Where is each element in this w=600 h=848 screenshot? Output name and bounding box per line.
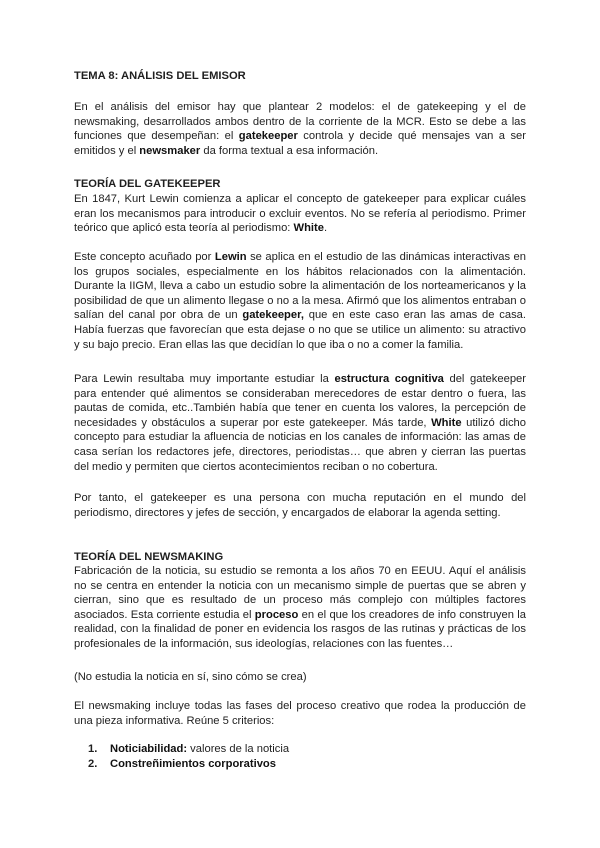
intro-paragraph: En el análisis del emisor hay que plantear 2 modelos: el de gatekeeping y el de newsmaking, desarrollados ambos dentro de la corriente de la MCR. Esto se debe a las funciones que desempeñan: el gatekeeper controla y decide qué mensajes van a ser emitidos y el newsmaker da forma textual a esa información. — [74, 101, 527, 157]
list-item — [88, 742, 289, 757]
newsmaking-paragraph-3: El newsmaking incluye todas las fases del proceso creativo que rodea la producción de una pieza informativa. Reúne 5 criterios: — [74, 700, 526, 727]
gatekeeper-paragraph-3: Para Lewin resultaba muy importante estudiar la estructura cognitiva del gatekeeper para entender qué alimentos se consideraban merecedores de estar dentro o fuera, las pautas de comida, etc..También había que tener en cuenta los valores, la percepción de necesidades y obstáculos a superar por este gatekeeper. Más tarde, White utilizó dicho concepto para estudiar la afluencia de noticias en los canales de información: las amas de casa serían los redactores jefe, directores, periodistas… que abren y cierran las puertas del medio y permiten que ciertos acontecimientos reciban o no cobertura. — [74, 373, 526, 473]
criteria-description: valores de la noticia — [187, 743, 290, 755]
gatekeeper-heading: TEORÍA DEL GATEKEEPER — [74, 178, 221, 190]
criteria-list — [88, 742, 289, 772]
gatekeeper-paragraph-4: Por tanto, el gatekeeper es una persona con mucha reputación en el mundo del periodismo, directores y jefes de sección, y encargados de elaborar la agenda setting. — [74, 492, 526, 519]
newsmaking-heading: TEORÍA DEL NEWSMAKING — [74, 551, 224, 563]
list-number: 1. — [88, 743, 98, 755]
newsmaking-note: (No estudia la noticia en sí, sino cómo se crea) — [74, 671, 307, 683]
list-number: 2. — [88, 758, 98, 770]
criteria-term: Noticiabilidad: — [110, 743, 188, 755]
list-item — [88, 757, 289, 772]
criteria-term: Constreñimientos corporativos — [110, 758, 276, 770]
gatekeeper-paragraph-2: Este concepto acuñado por Lewin se aplica en el estudio de las dinámicas interactivas en los grupos sociales, especialmente en los hábitos relacionados con la alimentación. Durante la IIGM, lleva a cabo un estudio sobre la alimentación de los norteamericanos y la posibilidad de que un alimento llegase o no a la mesa. Afirmó que los alimentos entraban o salían del canal por obra de un gatekeeper, que en este caso eran las amas de casa. Había fuerzas que favorecían que esta dejase o no que se utilice un alimento: su atractivo y su bajo precio. Eran ellas las que decidían lo que iba o no a comer la familia. — [74, 251, 526, 351]
newsmaking-paragraph-1: Fabricación de la noticia, su estudio se remonta a los años 70 en EEUU. Aquí el análisis no se centra en entender la noticia con un mecanismo simple de puertas que se abren y cierran, sino que es resultado de un proceso más complejo con múltiples factores asociados. Esta corriente estudia el proceso en el que los creadores de info construyen la realidad, con la finalidad de poner en evidencia los rasgos de las rutinas y prácticas de los profesionales de la información, sus ideologías, relaciones con las fuentes… — [74, 565, 526, 650]
gatekeeper-paragraph-1: En 1847, Kurt Lewin comienza a aplicar el concepto de gatekeeper para explicar cuáles eran los mecanismos para introducir o excluir eventos. No se refería al periodismo. Primer teórico que aplicó esta teoría al periodismo: White. — [74, 193, 526, 235]
document-title: TEMA 8: ANÁLISIS DEL EMISOR — [74, 70, 246, 82]
